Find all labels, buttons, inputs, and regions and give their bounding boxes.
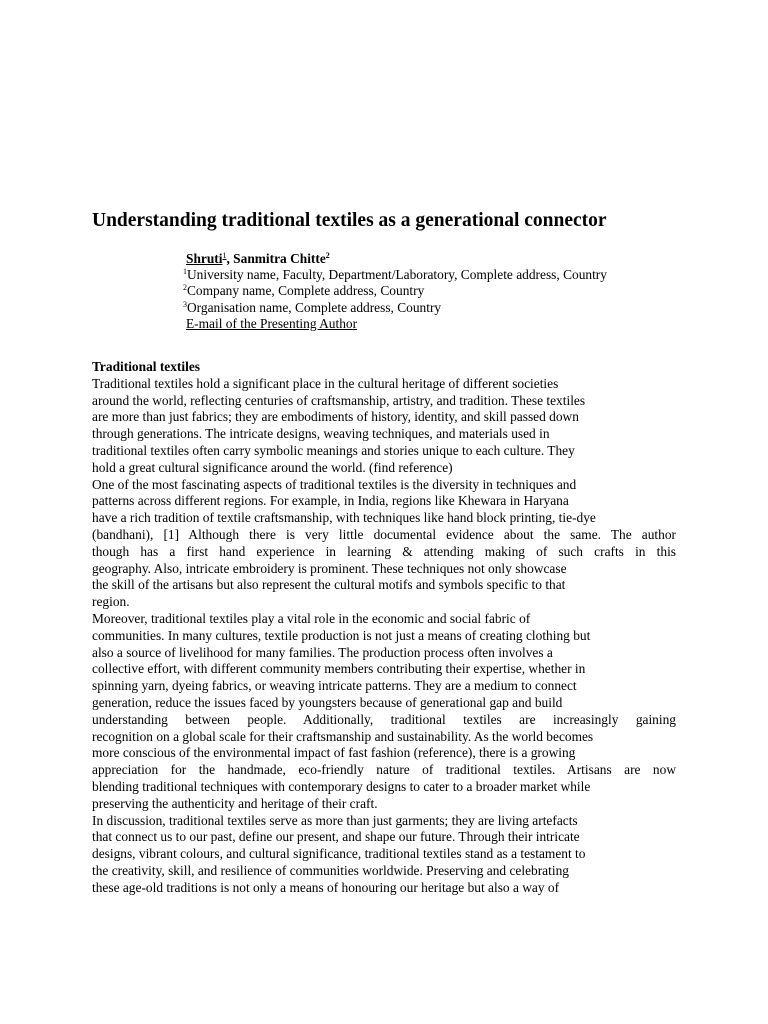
text-line: have a rich tradition of textile craftsmanship, with techniques like hand block printing, tie-dye [92,510,596,526]
section-heading: Traditional textiles [92,359,200,374]
author-line [183,251,607,267]
text-line: are more than just fabrics; they are embodiments of history, identity, and skill passed down [92,409,579,425]
text-line: hold a great cultural significance around the world. (find reference) [92,459,453,475]
author-superscript: 1 [222,251,227,260]
email-line [183,316,607,332]
paragraph [92,376,676,477]
affiliation-text: Organisation name, Complete address, Country [187,299,442,315]
text-line: the skill of the artisans but also represent the cultural motifs and symbols specific to that [92,577,566,593]
affiliation-superscript: 3 [183,299,187,309]
text-line: In discussion, traditional textiles serve as more than just garments; they are living artefacts [92,812,578,828]
text-line: though has a first hand experience in learning & attending making of such crafts in this [92,543,676,559]
text-line: blending traditional techniques with contemporary designs to cater to a broader market while [92,778,591,794]
affiliation-superscript: 1 [183,267,187,277]
text-line: geography. Also, intricate embroidery is prominent. These techniques not only showcase [92,560,567,576]
text-line: the creativity, skill, and resilience of communities worldwide. Preserving and celebrating [92,862,569,878]
affiliation-line [183,300,607,316]
text-line: preserving the authenticity and heritage of their craft. [92,795,378,811]
text-line: recognition on a global scale for their craftsmanship and sustainability. As the world becomes [92,728,594,744]
text-line: through generations. The intricate designs, weaving techniques, and materials used in [92,426,550,442]
affiliation-superscript: 2 [183,283,187,293]
affiliation-text: University name, Faculty, Department/Laboratory, Complete address, Country [187,267,607,283]
text-line: these age-old traditions is not only a means of honouring our heritage but also a way of [92,879,560,895]
affiliation-line [183,283,607,299]
text-line: that connect us to our past, define our present, and shape our future. Through their intricate [92,829,580,845]
section-body [92,359,676,897]
text-line: Moreover, traditional textiles play a vital role in the economic and social fabric of [92,610,531,626]
text-line: One of the most fascinating aspects of traditional textiles is the diversity in techniques and [92,476,577,492]
paragraph [92,477,676,611]
text-line: communities. In many cultures, textile production is not just a means of creating clothing but [92,627,591,643]
text-line: traditional textiles often carry symbolic meanings and stories unique to each culture. They [92,442,575,458]
text-line: appreciation for the handmade, eco-friendly nature of traditional textiles. Artisans are now [92,762,676,778]
author-block [183,251,607,332]
paragraph [92,611,676,813]
text-line: patterns across different regions. For example, in India, regions like Khewara in Haryana [92,493,569,509]
author-superscript: 2 [325,251,330,260]
text-line: around the world, reflecting centuries of craftsmanship, artistry, and tradition. These textiles [92,392,586,408]
author-name: Sanmitra Chitte [233,251,326,266]
text-line: designs, vibrant colours, and cultural significance, traditional textiles stand as a testament to [92,846,586,862]
text-line: collective effort, with different community members contributing their expertise, whether in [92,661,586,677]
text-line: more conscious of the environmental impact of fast fashion (reference), there is a growing [92,745,576,761]
text-line: spinning yarn, dyeing fabrics, or weaving intricate patterns. They are a medium to connect [92,678,577,694]
text-line: generation, reduce the issues faced by youngsters because of generational gap and build [92,694,563,710]
text-line: also a source of livelihood for many families. The production process often involves a [92,644,553,660]
paragraph [92,813,676,897]
text-line: understanding between people. Additionally, traditional textiles are increasingly gaining [92,711,676,727]
text-line: Traditional textiles hold a significant place in the cultural heritage of different societies [92,375,559,391]
affiliation-line [183,267,607,283]
presenting-author-email: E-mail of the Presenting Author [186,315,358,331]
paper-title: Understanding traditional textiles as a generational connector [92,210,607,231]
author-name: Shruti [186,251,223,266]
affiliation-text: Company name, Complete address, Country [187,283,425,299]
author-separator: , [226,251,234,266]
text-line: (bandhani), [1] Although there is very little documental evidence about the same. The author [92,526,676,542]
text-line: region. [92,594,130,610]
